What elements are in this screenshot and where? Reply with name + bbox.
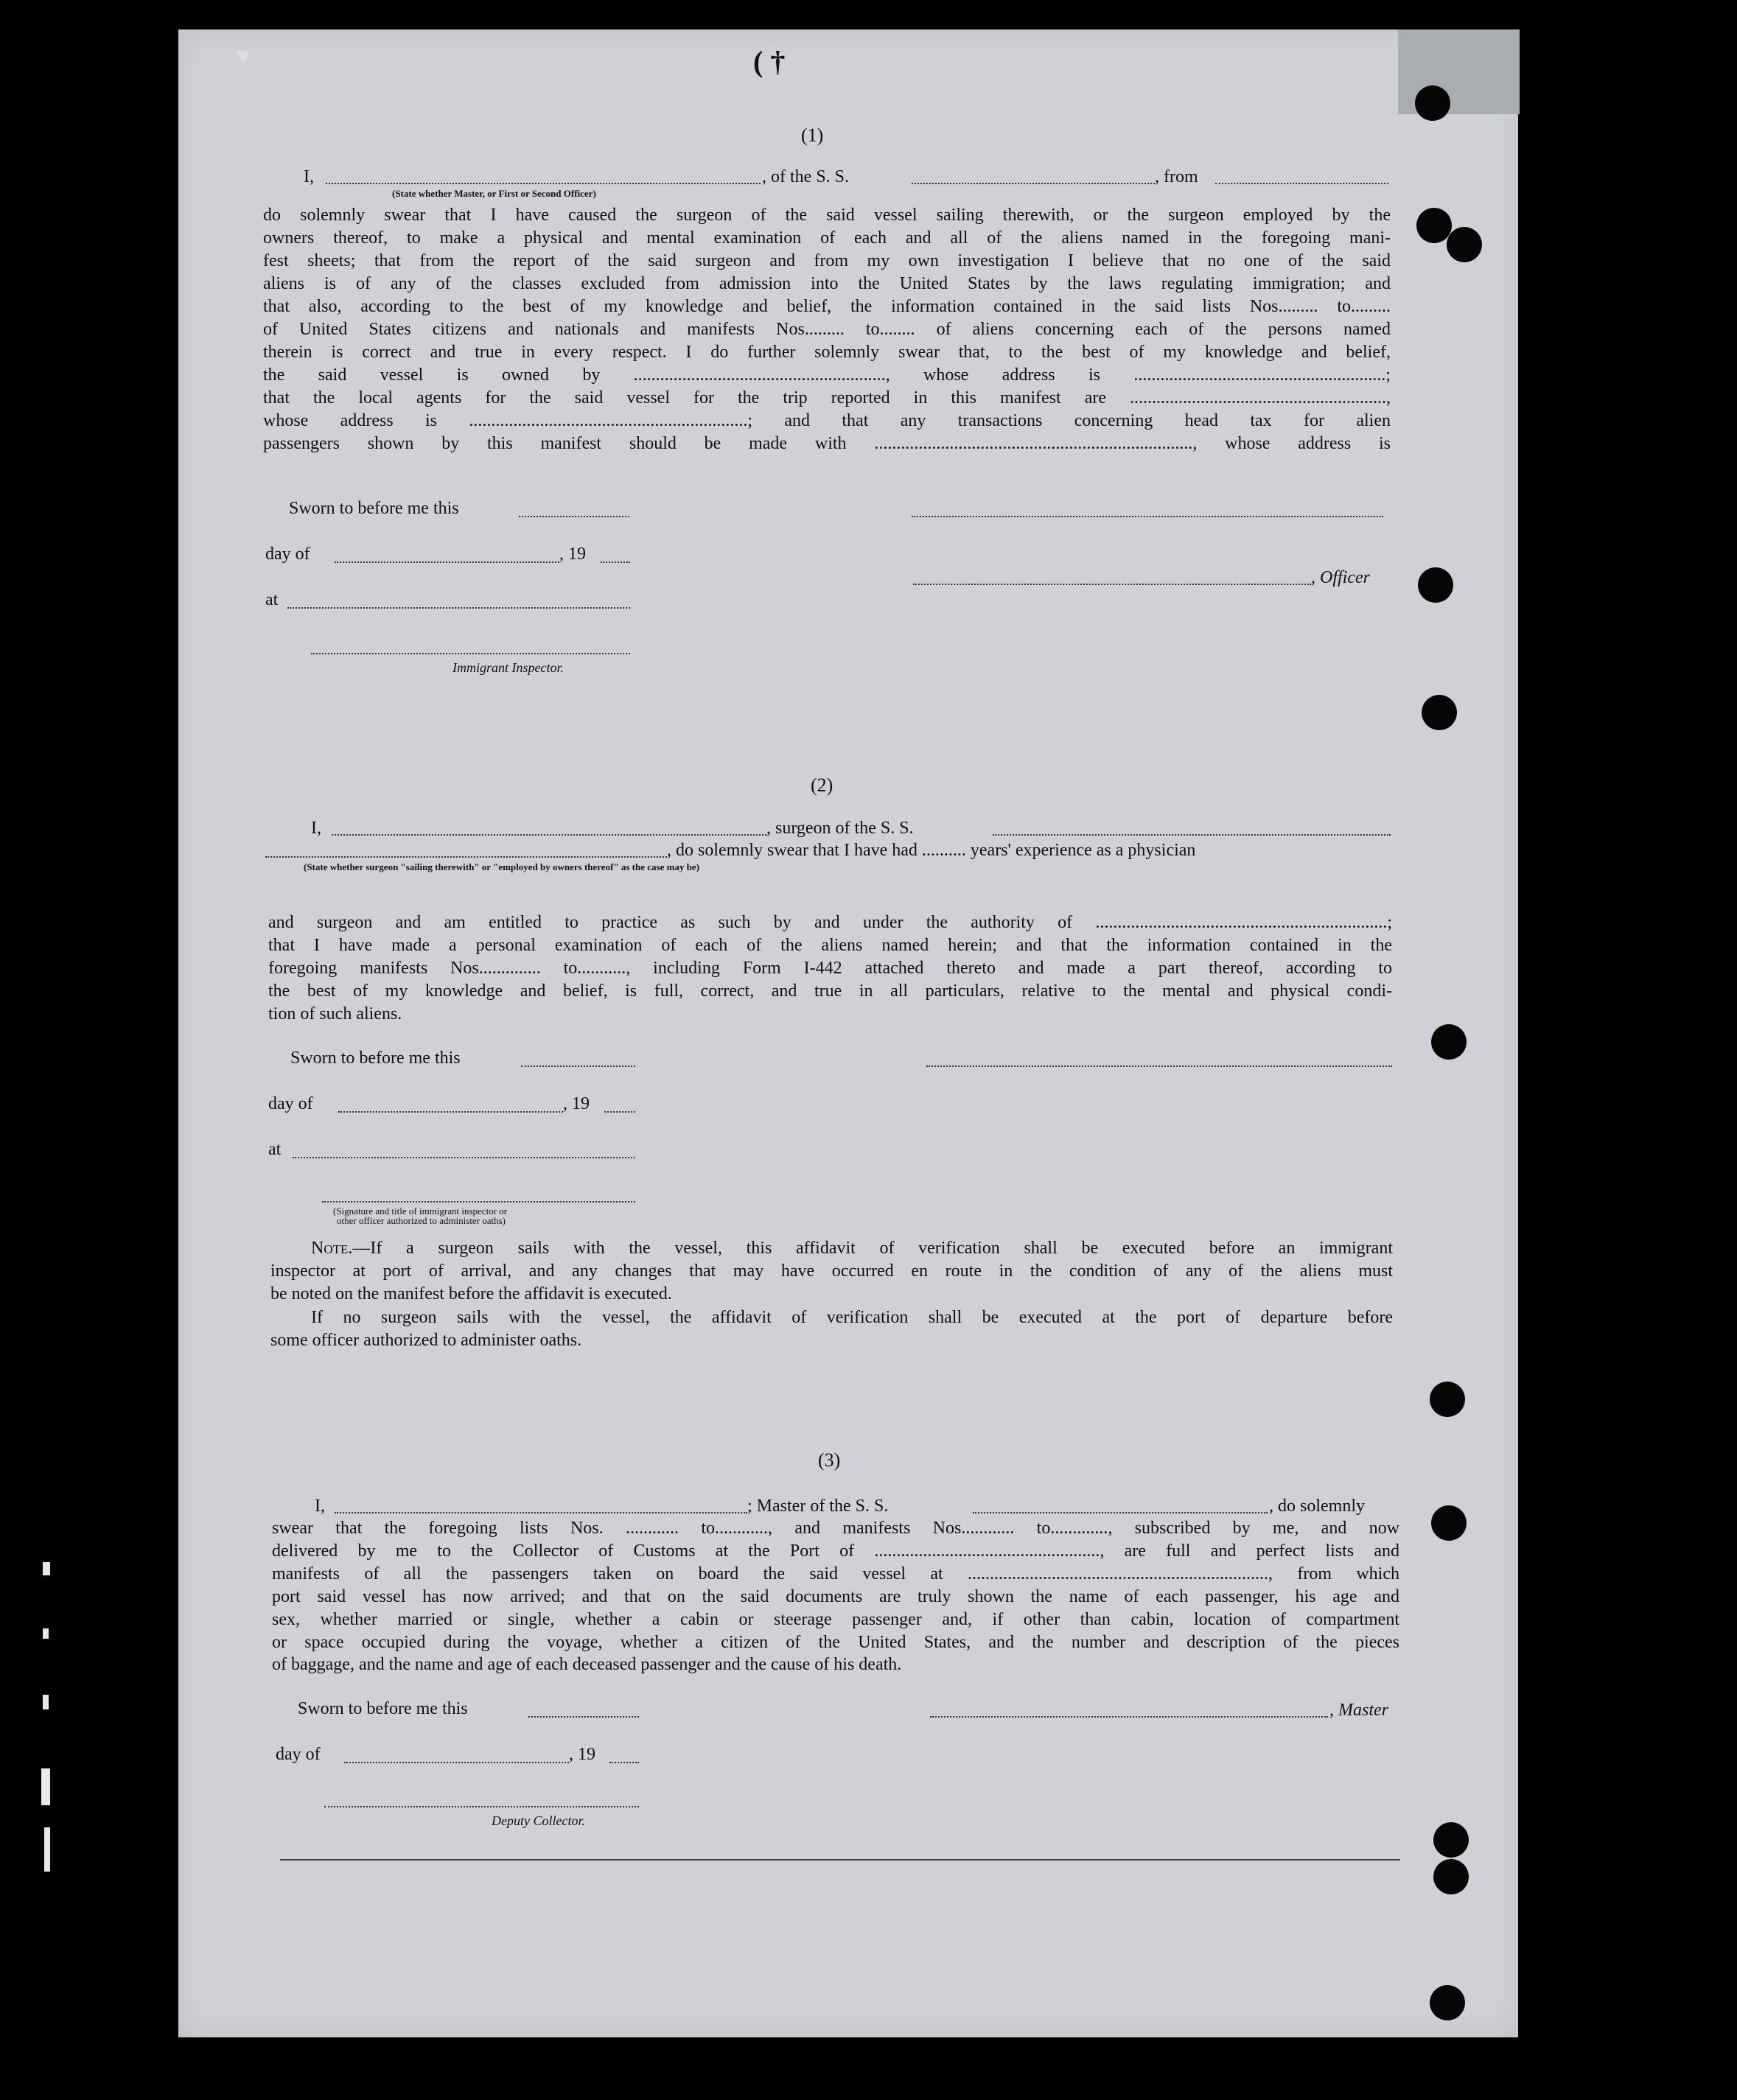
s3-day-label: day of (276, 1745, 321, 1764)
section-1-number: (1) (801, 125, 824, 146)
s2-vessel-field (993, 834, 1391, 836)
punch-hole (1431, 1024, 1467, 1060)
surgeon-type-field (265, 856, 667, 858)
s1-officer-label (1311, 567, 1370, 588)
s1-at-field (287, 607, 630, 609)
section-2-instruction: (State whether surgeon "sailing therewith" or "employed by owners thereof" as the case may be) (304, 861, 700, 872)
section-1-paragraph-line: that also, according to the best of my knowledge and belief, the information contained in the said lists Nos......... to......... (263, 297, 1391, 316)
note-line-1 (311, 1238, 1393, 1259)
note-line-3: be noted on the manifest before the affidavit is executed. (270, 1284, 672, 1303)
punch-hole (1430, 1382, 1465, 1417)
s2-sworn-field (521, 1065, 635, 1067)
section-1-paragraph-line: do solemnly swear that I have caused the surgeon of the said vessel sailing therewith, or the surgeon employed by the (263, 206, 1391, 225)
section-2-paragraph-line: the best of my knowledge and belief, is full, correct, and true in all particulars, relative to the mental and physical condi- (268, 981, 1392, 1001)
s1-year-label: , 19 (559, 545, 586, 564)
s3-sworn-field (528, 1716, 639, 1718)
punch-hole (1416, 208, 1452, 243)
section-1-paragraph-line: passengers shown by this manifest should be made with ........................................................................, whose address is (263, 434, 1391, 453)
section-3-paragraph-line: or space occupied during the voyage, whether a citizen of the United States, and the number and description of the pieces (272, 1633, 1399, 1652)
section-3-paragraph-line: swear that the foregoing lists Nos. ............ to............, and manifests Nos............ to............., subscribed by me, and now (272, 1519, 1399, 1538)
s1-officer-text: , Officer (1311, 568, 1370, 587)
note-label: Note. (311, 1239, 353, 1258)
bleed-through-text (974, 501, 985, 528)
s1-sworn-field (519, 516, 629, 517)
of-the-ss-label: , of the S. S. (762, 167, 850, 186)
s2-at-label: at (268, 1140, 282, 1159)
section-1-paragraph-line: that the local agents for the said vessel for the trip reported in this manifest are .........................................................., (263, 388, 1391, 407)
section-3-paragraph-line: port said vessel has now arrived; and that on the said documents are truly shown the name of each passenger, his age and (272, 1587, 1399, 1606)
s3-vessel-field (973, 1512, 1268, 1513)
edge-fragment (43, 1628, 49, 1639)
edge-fragment (43, 1562, 50, 1575)
s3-year-label: , 19 (569, 1745, 595, 1764)
s2-day-label: day of (268, 1094, 313, 1113)
from-label: , from (1155, 167, 1198, 186)
s2-day-field (338, 1111, 563, 1113)
vessel-name-field (912, 183, 1155, 184)
edge-fragment (43, 1695, 49, 1709)
s2-signature-field (322, 1201, 635, 1203)
s3-collector-line (324, 1806, 639, 1807)
edge-fragment (44, 1827, 50, 1872)
s2-year-label: , 19 (563, 1094, 590, 1113)
surgeon-name-field (332, 834, 766, 836)
s1-day-field (335, 561, 559, 563)
section-3-number: (3) (818, 1449, 841, 1471)
manifest-page (178, 29, 1518, 2037)
punch-hole (1433, 1859, 1469, 1894)
section-2-paragraph-line: foregoing manifests Nos.............. to..........., including Form I-442 attached thereto and made a part thereof, according to (268, 959, 1392, 978)
edge-fragment (41, 1768, 50, 1805)
section-3-paragraph-line: sex, whether married or single, whether a cabin or steerage passenger and, if other than cabin, location of compartment (272, 1610, 1399, 1629)
punch-hole (1433, 1822, 1469, 1858)
s2-caption-2: other officer authorized to administer oaths) (337, 1215, 506, 1226)
s3-day-field (344, 1762, 569, 1763)
s3-signature-line (930, 1716, 1328, 1718)
s3-collector-caption: Deputy Collector. (492, 1813, 585, 1828)
punch-hole (1430, 1985, 1465, 2020)
master-name-field (326, 183, 761, 184)
section-1-paragraph-line: therein is correct and true in every respect. I do further solemnly swear that, to the best of my knowledge and belief, (263, 343, 1391, 362)
s3-master-field (335, 1512, 747, 1513)
punch-hole (1422, 695, 1457, 730)
section-1-paragraph-line: fest sheets; that from the report of the said surgeon and from my own investigation I believe that no one of the said (263, 251, 1391, 270)
s1-inspector-line (311, 653, 630, 654)
s2-swear-line: , do solemnly swear that I have had .......... years' experience as a physician (667, 841, 1196, 860)
section-1-paragraph-line: the said vessel is owned by ........................................................., whose address is .........................................................; (263, 365, 1391, 385)
surgeon-of-label: , surgeon of the S. S. (766, 819, 914, 838)
section-1-paragraph-line: aliens is of any of the classes excluded from admission into the United States by the laws regulating immigration; and (263, 274, 1391, 293)
section-3-i: I, (315, 1497, 325, 1516)
section-1-paragraph-line: owners thereof, to make a physical and mental examination of each and all of the aliens named in the foregoing mani- (263, 228, 1391, 248)
s3-master-label: , Master (1329, 1701, 1388, 1720)
s1-day-label: day of (265, 545, 310, 564)
punch-hole (1447, 227, 1482, 262)
punch-hole (1415, 85, 1450, 121)
s3-para-last: of baggage, and the name and age of each deceased passenger and the cause of his death. (272, 1655, 902, 1674)
s1-officer-line (913, 584, 1311, 585)
s2-at-field (293, 1157, 635, 1158)
bottom-rule (280, 1859, 1400, 1861)
s2-para-last: tion of such aliens. (268, 1004, 402, 1023)
s1-signature-line (912, 516, 1383, 517)
note-para2-last: some officer authorized to administer oaths. (270, 1331, 582, 1350)
ink-mark: ( † (753, 45, 786, 78)
departure-port-field (1215, 183, 1388, 184)
note-line-1-text: —If a surgeon sails with the vessel, this affidavit of verification shall be executed before an immigrant (352, 1239, 1393, 1258)
s2-signature-line (926, 1065, 1392, 1067)
s3-year-field (609, 1762, 639, 1763)
section-1-i: I, (304, 167, 314, 186)
section-2-paragraph-line: and surgeon and am entitled to practice as such by and under the authority of ..................................................................; (268, 913, 1392, 932)
s1-year-field (601, 561, 630, 563)
s2-year-field (604, 1111, 635, 1113)
s2-sworn-label: Sworn to before me this (290, 1049, 461, 1068)
section-1-instruction: (State whether Master, or First or Second Officer) (392, 188, 596, 199)
punch-hole (1418, 567, 1453, 603)
section-3-paragraph-line: delivered by me to the Collector of Customs at the Port of ..................................................., are full and perfect lists and (272, 1541, 1399, 1561)
section-2-number: (2) (811, 774, 833, 796)
s3-sworn-label: Sworn to before me this (298, 1699, 468, 1718)
section-1-paragraph-line: of United States citizens and nationals and manifests Nos......... to........ of aliens concerning each of the persons named (263, 320, 1391, 339)
note-para2-first: If no surgeon sails with the vessel, the affidavit of verification shall be executed at the port of departure before (311, 1308, 1393, 1327)
do-solemnly-label: , do solemnly (1269, 1497, 1365, 1516)
punch-hole (1431, 1505, 1467, 1541)
s1-at-label: at (265, 590, 279, 609)
section-1-paragraph-line: whose address is ...............................................................; and that any transactions concerning head tax for alien (263, 411, 1391, 430)
s1-inspector-caption: Immigrant Inspector. (452, 660, 564, 675)
s2-caption-1: (Signature and title of immigrant inspector or (333, 1205, 508, 1217)
note-line-2: inspector at port of arrival, and any changes that may have occurred en route in the condition of any of the aliens must (270, 1261, 1393, 1281)
section-2-i: I, (311, 819, 321, 838)
master-of-label: ; Master of the S. S. (747, 1497, 889, 1516)
section-3-paragraph-line: manifests of all the passengers taken on board the said vessel at ...................................................................., from which (272, 1564, 1399, 1583)
section-2-paragraph-line: that I have made a personal examination of each of the aliens named herein; and that the information contained in the (268, 936, 1392, 955)
edge-mark: ▼ (232, 44, 254, 69)
s1-sworn-label: Sworn to before me this (289, 499, 459, 518)
